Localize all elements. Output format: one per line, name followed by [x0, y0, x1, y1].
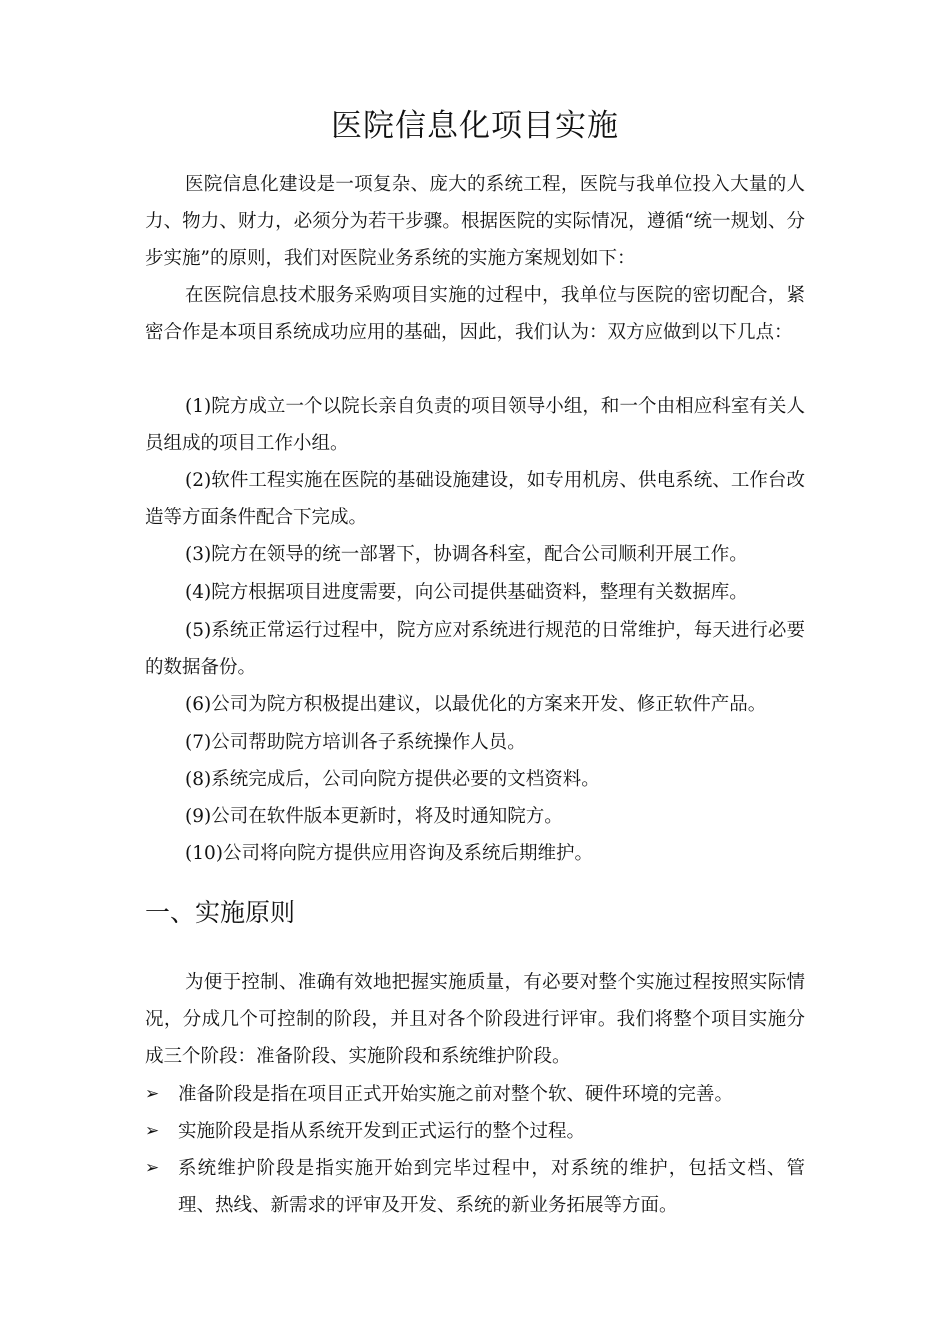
- numbered-item-8: (8)系统完成后，公司向院方提供必要的文档资料。: [185, 769, 600, 790]
- arrow-bullet-icon: ➢: [145, 1158, 160, 1178]
- bullet-item-maintenance: [145, 1150, 805, 1224]
- numbered-item-4: (4)院方根据项目进度需要，向公司提供基础资料，整理有关数据库。: [185, 582, 748, 603]
- numbered-item-10: (10)公司将向院方提供应用咨询及系统后期维护。: [185, 843, 593, 864]
- arrow-bullet-icon: ➢: [145, 1084, 160, 1104]
- section-heading: 一、实施原则: [145, 898, 296, 927]
- numbered-item-7: (7)公司帮助院方培训各子系统操作人员。: [185, 732, 526, 753]
- numbered-item-2: (2)软件工程实施在医院的基础设施建设，如专用机房、供电系统、工作台改造等方面条件配合下完成。: [145, 470, 805, 528]
- section-paragraph: 为便于控制、准确有效地把握实施质量，有必要对整个实施过程按照实际情况，分成几个可控制的阶段，并且对各个阶段进行评审。我们将整个项目实施分成三个阶段：准备阶段、实施阶段和系统维护阶段。: [145, 972, 805, 1067]
- bullet-text: 实施阶段是指从系统开发到正式运行的整个过程。: [178, 1121, 586, 1142]
- bullet-text: 准备阶段是指在项目正式开始实施之前对整个软、硬件环境的完善。: [178, 1084, 734, 1105]
- bullet-item-preparation: [145, 1076, 805, 1113]
- numbered-item-5: (5)系统正常运行过程中，院方应对系统进行规范的日常维护，每天进行必要的数据备份。: [145, 620, 805, 678]
- arrow-bullet-icon: ➢: [145, 1121, 160, 1141]
- numbered-item-3: (3)院方在领导的统一部署下，协调各科室，配合公司顺利开展工作。: [185, 544, 748, 565]
- numbered-item-6: (6)公司为院方积极提出建议，以最优化的方案来开发、修正软件产品。: [185, 694, 767, 715]
- bullet-text: 系统维护阶段是指实施开始到完毕过程中，对系统的维护，包括文档、管理、热线、新需求的评审及开发、系统的新业务拓展等方面。: [178, 1158, 805, 1216]
- numbered-item-9: (9)公司在软件版本更新时，将及时通知院方。: [185, 806, 563, 827]
- bullet-item-implementation: [145, 1113, 805, 1150]
- numbered-item-1: (1)院方成立一个以院长亲自负责的项目领导小组，和一个由相应科室有关人员组成的项目工作小组。: [145, 396, 805, 454]
- intro-paragraph-2: 在医院信息技术服务采购项目实施的过程中，我单位与医院的密切配合，紧密合作是本项目系统成功应用的基础，因此，我们认为：双方应做到以下几点：: [145, 285, 805, 343]
- intro-paragraph-1: 医院信息化建设是一项复杂、庞大的系统工程，医院与我单位投入大量的人力、物力、财力，必须分为若干步骤。根据医院的实际情况，遵循“统一规划、分步实施”的原则，我们对医院业务系统的实施方案规划如下：: [145, 174, 805, 269]
- document-title: 医院信息化项目实施: [331, 108, 619, 144]
